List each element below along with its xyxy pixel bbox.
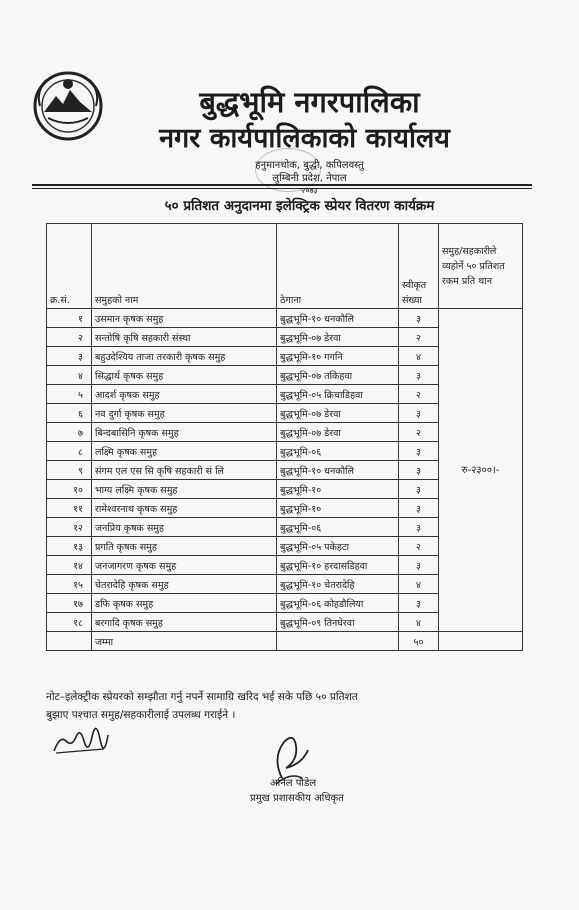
row-address: बुद्धभूमि-०६ कोहडौलिया bbox=[277, 594, 399, 613]
row-name: बरगादि कृषक समुह bbox=[92, 613, 277, 632]
total-sn-cell bbox=[47, 632, 92, 651]
row-qty: २ bbox=[399, 385, 439, 404]
row-address: बुद्धभूमि-१० हरदासडिहवा bbox=[277, 556, 399, 575]
row-sn: ६ bbox=[47, 404, 92, 423]
row-name: भाग्य लक्ष्मि कृषक समुह bbox=[92, 480, 277, 499]
row-name: सिद्धार्थ कृषक समुह bbox=[92, 366, 277, 385]
establishment-year: २०७३ bbox=[301, 186, 318, 195]
row-sn: १२ bbox=[47, 518, 92, 537]
row-name: बहुउदेश्यिय ताजा तरकारी कृषक समुह bbox=[92, 347, 277, 366]
row-address: बुद्धभूमि-०६ bbox=[277, 518, 399, 537]
row-name: जनजागरण कृषक समुह bbox=[92, 556, 277, 575]
row-name: सन्तोषि कृषि सहकारी संस्था bbox=[92, 328, 277, 347]
total-address-cell bbox=[277, 632, 399, 651]
row-qty: ४ bbox=[399, 575, 439, 594]
row-sn: ४ bbox=[47, 366, 92, 385]
total-qty: ५० bbox=[399, 632, 439, 651]
office-name: नगर कार्यपालिकाको कार्यालय bbox=[159, 123, 450, 154]
header-divider-thin bbox=[32, 188, 532, 189]
total-label: जम्मा bbox=[92, 632, 277, 651]
signatory-name: अनिल पौडेल bbox=[270, 778, 317, 789]
address-line-2: लुम्बिनी प्रदेश, नेपाल bbox=[272, 173, 347, 184]
document-title: ५० प्रतिशत अनुदानमा इलेक्ट्रिक स्प्रेयर वितरण कार्यक्रम bbox=[164, 198, 435, 214]
row-sn: ५ bbox=[47, 385, 92, 404]
amount-per-unit: रु-२३००।- bbox=[439, 309, 523, 632]
row-address: बुद्धभूमि-०७ डेरवा bbox=[277, 404, 399, 423]
row-qty: ४ bbox=[399, 347, 439, 366]
row-name: डफि कृषक समुह bbox=[92, 594, 277, 613]
row-sn: १५ bbox=[47, 575, 92, 594]
row-sn: १७ bbox=[47, 594, 92, 613]
row-qty: ३ bbox=[399, 366, 439, 385]
header-qty: स्वीकृत संख्या bbox=[399, 224, 439, 309]
header-address: ठेगाना bbox=[277, 224, 399, 309]
row-name: बिन्दबासिनि कृषक समुह bbox=[92, 423, 277, 442]
header-sn: क्र.सं. bbox=[47, 224, 92, 309]
row-qty: ३ bbox=[399, 480, 439, 499]
row-qty: ३ bbox=[399, 518, 439, 537]
row-qty: ४ bbox=[399, 613, 439, 632]
row-address: बुद्धभूमि-१० धनकौलि bbox=[277, 309, 399, 328]
distribution-table bbox=[46, 223, 523, 651]
row-qty: २ bbox=[399, 423, 439, 442]
note-paragraph bbox=[46, 688, 536, 724]
row-address: बुद्धभूमि-०९ तिनघेरवा bbox=[277, 613, 399, 632]
row-sn: ८ bbox=[47, 442, 92, 461]
note-line-1: नोट–इलेक्ट्रीक स्प्रेयरको सम्झौता गर्नु नपर्ने सामाग्रि खरिद भई सके पछि ५० प्रतिशत bbox=[46, 691, 358, 703]
row-name: जनप्रिय कृषक समुह bbox=[92, 518, 277, 537]
row-sn: १४ bbox=[47, 556, 92, 575]
row-qty: २ bbox=[399, 328, 439, 347]
row-address: बुद्धभूमि-०६ bbox=[277, 442, 399, 461]
address-line-1: हनुमानचोक, बुद्धी, कपिलवस्तु bbox=[255, 160, 364, 171]
header-name: समुहको नाम bbox=[92, 224, 277, 309]
row-sn: ७ bbox=[47, 423, 92, 442]
municipality-name: बुद्धभूमि नगरपालिका bbox=[199, 85, 420, 119]
header-divider bbox=[32, 184, 532, 186]
row-address: बुद्धभूमि-०५ क्रिचाडिहवा bbox=[277, 385, 399, 404]
row-qty: ३ bbox=[399, 499, 439, 518]
row-address: बुद्धभूमि-१० चेतरादेहि bbox=[277, 575, 399, 594]
row-qty: २ bbox=[399, 537, 439, 556]
row-qty: ३ bbox=[399, 461, 439, 480]
row-address: बुद्धभूमि-०७ डेरवा bbox=[277, 423, 399, 442]
signatory-designation: प्रमुख प्रशासकीय अधिकृत bbox=[250, 793, 344, 804]
row-sn: १० bbox=[47, 480, 92, 499]
row-name: आदर्श कृषक समुह bbox=[92, 385, 277, 404]
row-name: चेतरादेहि कृषक समुह bbox=[92, 575, 277, 594]
row-sn: ११ bbox=[47, 499, 92, 518]
row-address: बुद्धभूमि-१० bbox=[277, 480, 399, 499]
row-name: उसमान कृषक समुह bbox=[92, 309, 277, 328]
row-address: बुद्धभूमि-०५ पकेहटा bbox=[277, 537, 399, 556]
row-sn: ९ bbox=[47, 461, 92, 480]
row-address: बुद्धभूमि-१० धनकौलि bbox=[277, 461, 399, 480]
note-line-2: बुझाए पश्चात समुह/सहकारीलाई उपलब्ध गराईने । bbox=[46, 709, 236, 721]
row-name: संगम एल एस सि कृषि सहकारी सं लि bbox=[92, 461, 277, 480]
row-address: बुद्धभूमि-०७ डेरवा bbox=[277, 328, 399, 347]
row-address: बुद्धभूमि-०७ तकिहवा bbox=[277, 366, 399, 385]
table-row bbox=[47, 309, 523, 328]
row-sn: १८ bbox=[47, 613, 92, 632]
total-amount-cell bbox=[439, 632, 523, 651]
row-sn: २ bbox=[47, 328, 92, 347]
row-qty: ३ bbox=[399, 594, 439, 613]
row-name: नव दुर्गा कृषक समुह bbox=[92, 404, 277, 423]
row-qty: ३ bbox=[399, 404, 439, 423]
header-amount: समुह/सहकारीले व्यहोर्ने ५० प्रतिशत रकम प्रति थान bbox=[439, 224, 523, 309]
row-name: रामेश्वरनाथ कृषक समुह bbox=[92, 499, 277, 518]
row-address: बुद्धभूमि-१० गगनि bbox=[277, 347, 399, 366]
row-sn: ३ bbox=[47, 347, 92, 366]
row-sn: १३ bbox=[47, 537, 92, 556]
row-name: प्रगति कृषक समुह bbox=[92, 537, 277, 556]
row-qty: ३ bbox=[399, 442, 439, 461]
handwritten-signature-left bbox=[50, 727, 116, 757]
row-name: लक्ष्मि कृषक समुह bbox=[92, 442, 277, 461]
row-qty: ३ bbox=[399, 309, 439, 328]
table-total-row bbox=[47, 632, 523, 651]
row-sn: १ bbox=[47, 309, 92, 328]
row-address: बुद्धभूमि-१० bbox=[277, 499, 399, 518]
row-qty: ३ bbox=[399, 556, 439, 575]
table-header-row bbox=[47, 224, 523, 309]
